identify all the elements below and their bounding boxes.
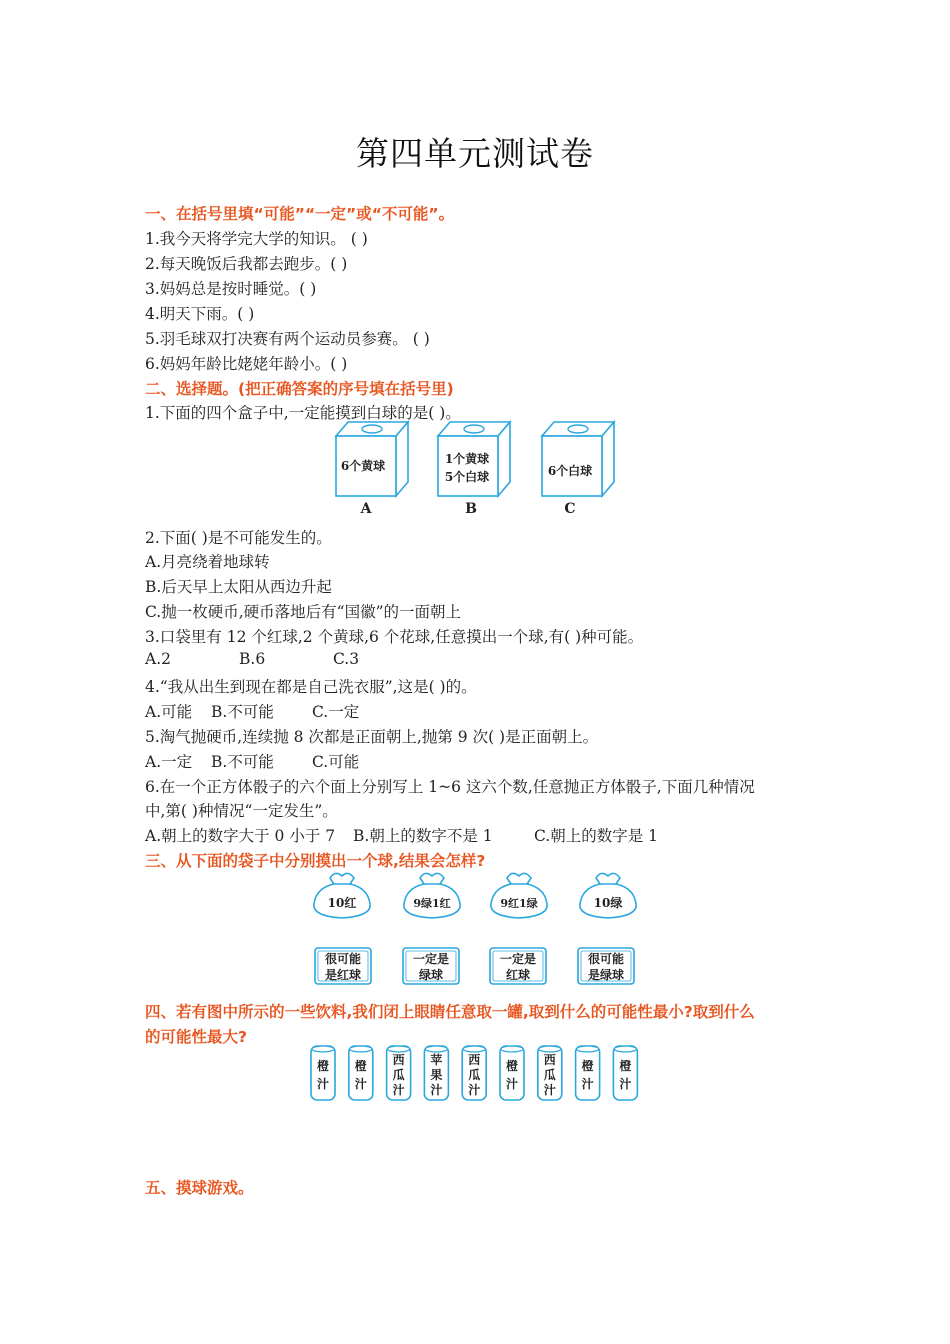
box-a-label: A	[360, 501, 372, 517]
section3-heading: 三、从下面的袋子中分别摸出一个球,结果会怎样?	[145, 852, 486, 870]
result-3	[490, 948, 546, 984]
section2-q3-option-c: C.3	[333, 650, 360, 668]
drink-can	[462, 1046, 486, 1100]
result-3-line2: 红球	[505, 968, 531, 982]
section1-item-6: 6.妈妈年龄比姥姥年龄小。( )	[145, 355, 348, 373]
drink-can	[349, 1046, 373, 1100]
drink-can-label: 橙	[354, 1059, 367, 1073]
drink-can-label: 汁	[430, 1083, 443, 1097]
section2-q1: 1.下面的四个盒子中,一定能摸到白球的是( )。	[145, 404, 461, 422]
drink-can-label: 汁	[581, 1077, 594, 1091]
result-2-line2: 绿球	[418, 968, 444, 982]
section2-q4: 4.“我从出生到现在都是自己洗衣服”,这是( )的。	[145, 678, 477, 696]
drink-can-label: 橙	[316, 1059, 330, 1073]
section2-q6-option-b: B.朝上的数字不是 1	[353, 827, 493, 845]
section2-q5-option-c: C.可能	[312, 753, 360, 771]
section1-item-4: 4.明天下雨。( )	[145, 305, 255, 323]
result-1	[315, 948, 371, 984]
section2-q3-option-a: A.2	[145, 650, 171, 668]
section2-q2-option-b: B.后天早上太阳从西边升起	[145, 578, 332, 596]
result-4-line1: 很可能	[587, 952, 625, 966]
section2-q2-option-c: C.抛一枚硬币,硬币落地后有“国徽”的一面朝上	[145, 603, 462, 621]
section4-heading-line1: 四、若有图中所示的一些饮料,我们闭上眼睛任意取一罐,取到什么的可能性最小?取到什么	[145, 1003, 755, 1021]
result-4-line2: 是绿球	[587, 968, 625, 982]
section2-q6-option-a: A.朝上的数字大于 0 小于 7	[145, 827, 336, 845]
bag-3	[491, 873, 547, 918]
drink-can-label: 橙	[619, 1059, 632, 1073]
drink-can-label: 瓜	[543, 1068, 556, 1082]
drink-can-label: 橙	[505, 1059, 519, 1073]
section2-q4-option-a: A.可能	[145, 703, 193, 721]
box-figure	[330, 418, 630, 518]
box-b-label: B	[465, 501, 477, 517]
result-1-line2: 是红球	[324, 968, 362, 982]
drink-can	[576, 1046, 600, 1100]
result-4	[578, 948, 634, 984]
section2-q5-option-b: B.不可能	[211, 753, 274, 771]
drink-can	[500, 1046, 524, 1100]
result-2-line1: 一定是	[412, 952, 450, 966]
drink-can-label: 瓜	[468, 1068, 481, 1082]
drink-can-label: 西	[392, 1053, 405, 1067]
section2-q6-line1: 6.在一个正方体骰子的六个面上分别写上 1~6 这六个数,任意抛正方体骰子,下面几种情况	[145, 778, 755, 796]
section2-heading: 二、选择题。(把正确答案的序号填在括号里)	[145, 380, 454, 398]
drink-can	[424, 1046, 448, 1100]
section2-q4-option-c: C.一定	[312, 703, 360, 721]
can-figure	[305, 1042, 645, 1106]
section2-q3-option-b: B.6	[239, 650, 266, 668]
section2-q6-option-c: C.朝上的数字是 1	[534, 827, 659, 845]
drink-can	[538, 1046, 562, 1100]
drink-can-label: 西	[468, 1053, 481, 1067]
section5-heading: 五、摸球游戏。	[145, 1179, 254, 1197]
box-a-text: 6个黄球	[340, 459, 386, 473]
section4-heading-line2: 的可能性最大?	[145, 1028, 247, 1046]
bag-3-text: 9红1绿	[500, 897, 538, 910]
section2-q5: 5.淘气抛硬币,连续抛 8 次都是正面朝上,抛第 9 次( )是正面朝上。	[145, 728, 599, 746]
section2-q4-option-b: B.不可能	[211, 703, 274, 721]
section2-q5-option-a: A.一定	[145, 753, 193, 771]
drink-can-label: 汁	[505, 1077, 519, 1091]
drink-can-label: 汁	[543, 1083, 556, 1097]
section2-q6-line2: 中,第( )种情况“一定发生”。	[145, 802, 338, 820]
drink-can	[311, 1046, 335, 1100]
drink-can-label: 汁	[392, 1083, 405, 1097]
bag-4-text: 10绿	[593, 896, 623, 910]
box-c-label: C	[564, 501, 576, 517]
section1-item-2: 2.每天晚饭后我都去跑步。( )	[145, 255, 348, 273]
drink-can-label: 汁	[468, 1083, 481, 1097]
drink-can-label: 苹	[430, 1053, 443, 1067]
bag-2-text: 9绿1红	[413, 897, 451, 910]
drink-can-label: 汁	[619, 1077, 632, 1091]
drink-can-label: 果	[430, 1068, 443, 1082]
box-a	[336, 422, 408, 517]
drink-can-label: 汁	[354, 1077, 367, 1091]
section2-q2: 2.下面( )是不可能发生的。	[145, 529, 332, 547]
box-c	[542, 422, 614, 517]
result-2	[403, 948, 459, 984]
section1-item-5: 5.羽毛球双打决赛有两个运动员参赛。 ( )	[145, 330, 430, 348]
drink-can	[613, 1046, 637, 1100]
drink-can	[387, 1046, 411, 1100]
drink-can-label: 橙	[581, 1059, 594, 1073]
bag-2	[404, 873, 460, 918]
drink-can-label: 汁	[316, 1077, 330, 1091]
box-c-text: 6个白球	[547, 464, 593, 478]
box-b-text-1: 1个黄球	[444, 452, 490, 466]
box-b	[438, 422, 510, 517]
bag-figure	[300, 868, 660, 990]
bag-1	[314, 873, 370, 918]
result-1-line1: 很可能	[324, 952, 362, 966]
box-b-text-2: 5个白球	[444, 470, 490, 484]
section2-q3: 3.口袋里有 12 个红球,2 个黄球,6 个花球,任意摸出一个球,有( )种可能。	[145, 628, 644, 646]
result-3-line1: 一定是	[499, 952, 537, 966]
bag-1-text: 10红	[327, 896, 357, 910]
drink-can-label: 西	[543, 1053, 556, 1067]
section1-item-1: 1.我今天将学完大学的知识。 ( )	[145, 230, 368, 248]
section1-heading: 一、在括号里填“可能”“一定”或“不可能”。	[145, 205, 455, 223]
page-title: 第四单元测试卷	[356, 134, 594, 173]
section2-q2-option-a: A.月亮绕着地球转	[145, 553, 270, 571]
drink-can-label: 瓜	[392, 1068, 405, 1082]
bag-4	[580, 873, 636, 918]
section1-item-3: 3.妈妈总是按时睡觉。( )	[145, 280, 317, 298]
